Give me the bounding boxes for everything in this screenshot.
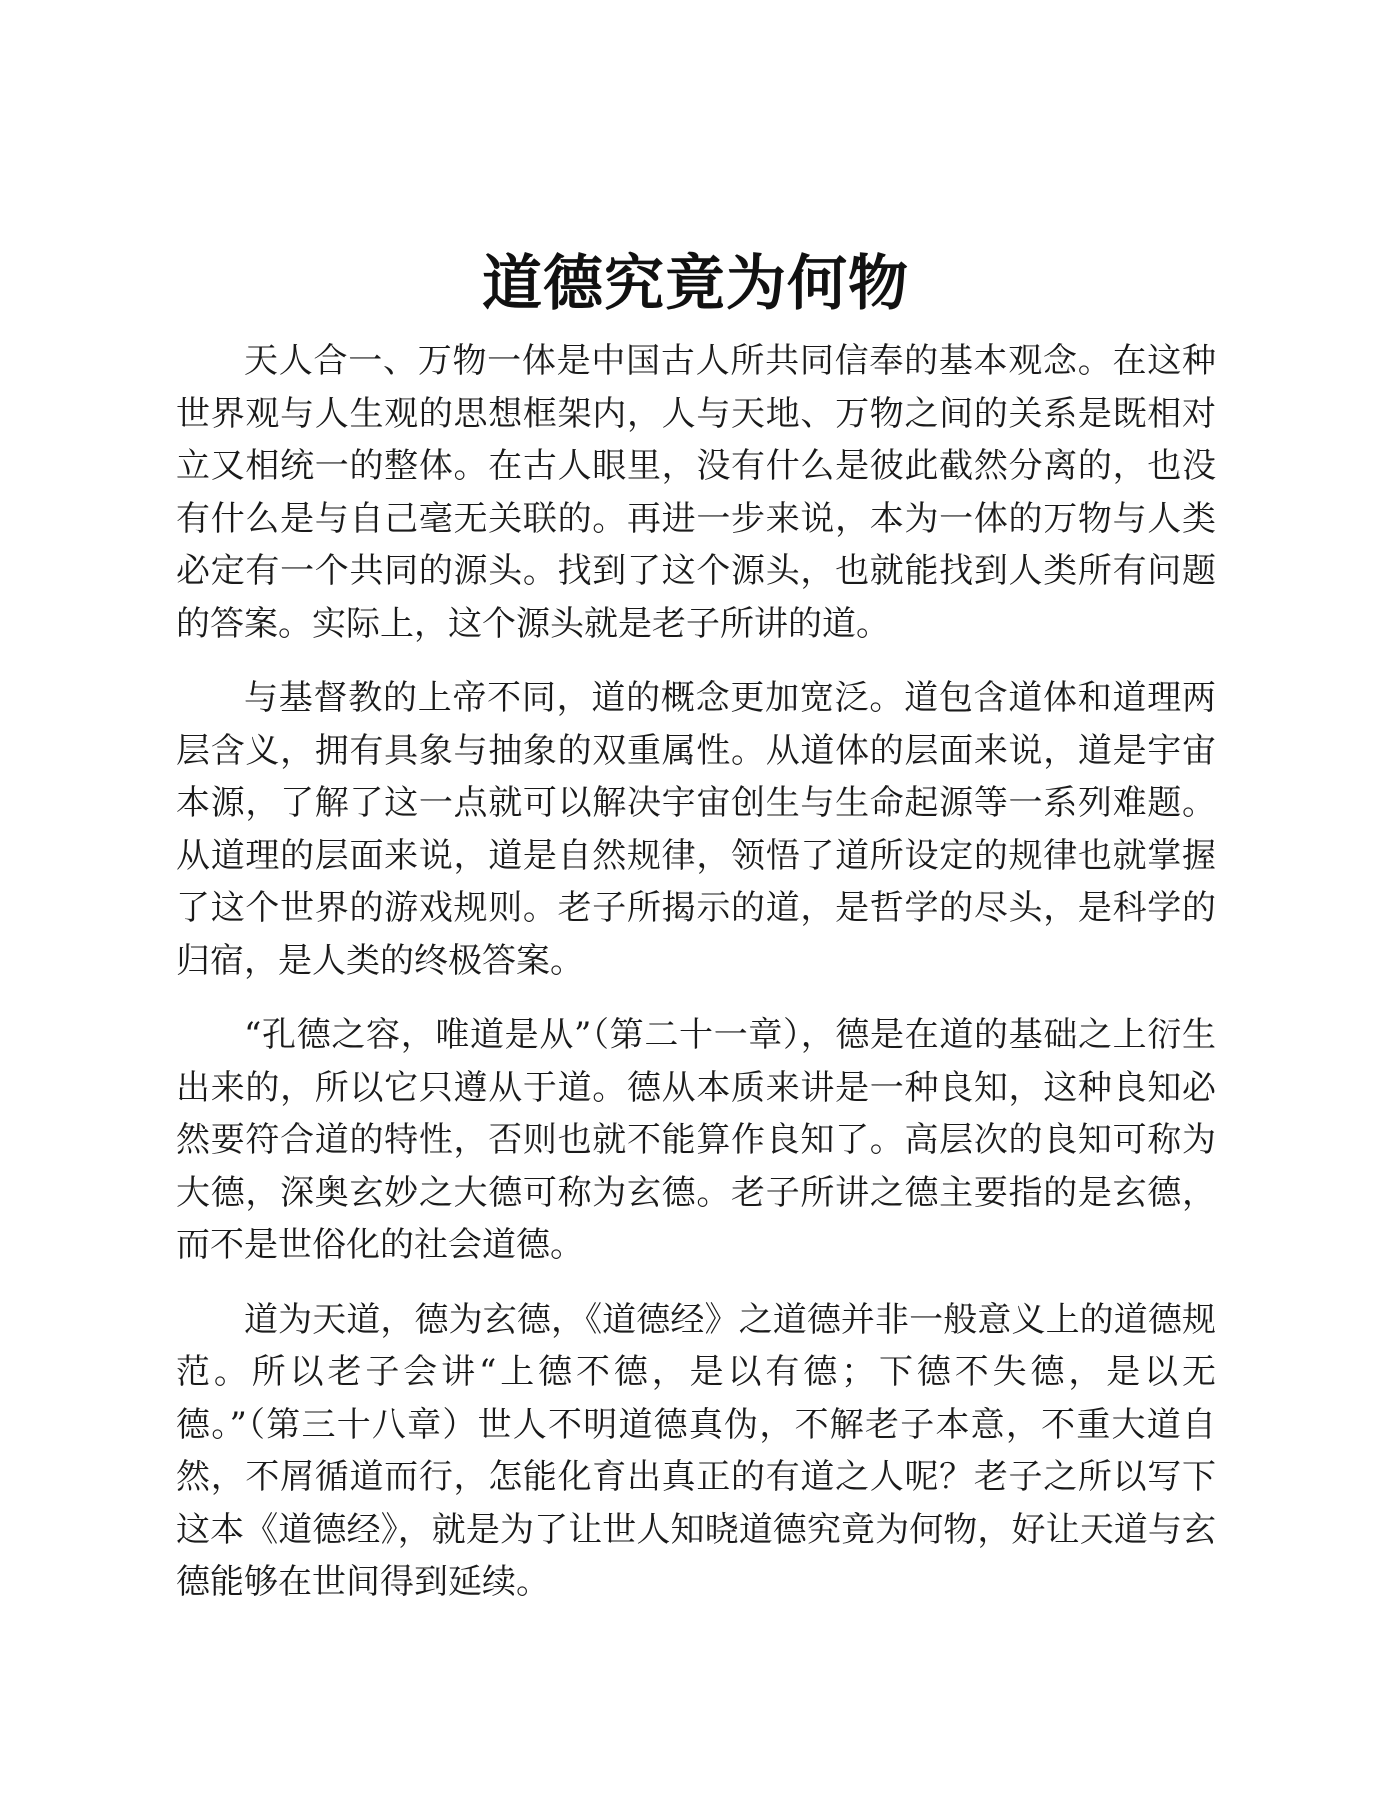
page-title: 道德究竟为何物 (482, 249, 909, 319)
paragraph-3: “孔德之容，唯道是从”（第二十一章），德是在道的基础之上衍生出来的，所以它只遵从于道。德从本质来讲是一种良知，这种良知必然要符合道的特性，否则也就不能算作良知了。高层次的良知可称为大德，深奥玄妙之大德可称为玄德。老子所讲之德主要指的是玄德，而不是世俗化的社会道德。 (176, 1015, 1216, 1265)
paragraph-4: 道为天道，德为玄德，《道德经》之道德并非一般意义上的道德规范。所以老子会讲“上德不德，是以有德；下德不失德，是以无德。”（第三十八章）世人不明道德真伪，不解老子本意，不重大道自然，不屑循道而行，怎能化育出真正的有道之人呢？老子之所以写下这本《道德经》，就是为了让世人知晓道德究竟为何物，好让天道与玄德能够在世间得到延续。 (176, 1299, 1216, 1602)
paragraph-2: 与基督教的上帝不同，道的概念更加宽泛。道包含道体和道理两层含义，拥有具象与抽象的双重属性。从道体的层面来说，道是宇宙本源，了解了这一点就可以解决宇宙创生与生命起源等一系列难题。从道理的层面来说，道是自然规律，领悟了道所设定的规律也就掌握了这个世界的游戏规则。老子所揭示的道，是哲学的尽头，是科学的归宿，是人类的终极答案。 (176, 678, 1216, 981)
paragraph-1: 天人合一、万物一体是中国古人所共同信奉的基本观念。在这种世界观与人生观的思想框架内，人与天地、万物之间的关系是既相对立又相统一的整体。在古人眼里，没有什么是彼此截然分离的，也没有什么是与自己毫无关联的。再进一步来说，本为一体的万物与人类必定有一个共同的源头。找到了这个源头，也就能找到人类所有问题的答案。实际上，这个源头就是老子所讲的道。 (176, 341, 1216, 644)
body-text (176, 335, 1216, 1631)
